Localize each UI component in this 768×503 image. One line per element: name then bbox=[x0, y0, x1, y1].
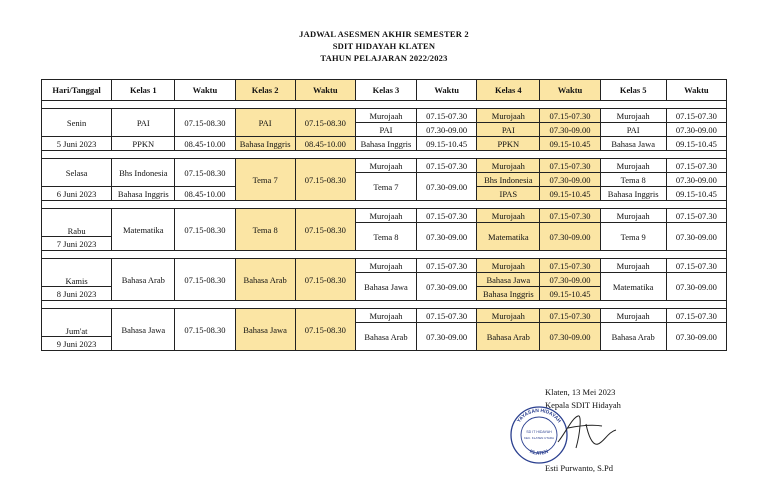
cell-kelas4: PPKN bbox=[477, 137, 540, 151]
spacer-row bbox=[42, 201, 727, 209]
cell-kelas4: Bahasa Jawa bbox=[477, 273, 540, 287]
day-name: Jum'at bbox=[42, 309, 112, 337]
header-row bbox=[42, 80, 727, 101]
cell-kelas5: Murojaah bbox=[600, 209, 666, 223]
cell-kelas3: Bahasa Jawa bbox=[355, 273, 416, 301]
col-header-kelas-5: Kelas 5 bbox=[600, 80, 666, 101]
cell-kelas1: Bhs Indonesia bbox=[112, 159, 175, 187]
cell-waktu4: 07.30-09.00 bbox=[540, 223, 600, 251]
cell-kelas4: Matematika bbox=[477, 223, 540, 251]
cell-waktu1: 07.15-08.30 bbox=[175, 309, 235, 351]
col-header-waktu-3: Waktu bbox=[417, 80, 477, 101]
cell-waktu5: 07.15-07.30 bbox=[666, 109, 726, 123]
table-row bbox=[42, 159, 727, 173]
stamp-bottom-text: KLATEN bbox=[528, 448, 550, 457]
cell-kelas3: Tema 8 bbox=[355, 223, 416, 251]
cell-waktu2: 07.15-08.30 bbox=[295, 259, 355, 301]
cell-kelas1: Bahasa Jawa bbox=[112, 309, 175, 351]
cell-waktu4: 07.15-07.30 bbox=[540, 259, 600, 273]
cell-kelas5: Tema 9 bbox=[600, 223, 666, 251]
col-header-kelas-2: Kelas 2 bbox=[235, 80, 295, 101]
cell-kelas2: PAI bbox=[235, 109, 295, 137]
cell-waktu2: 08.45-10.00 bbox=[295, 137, 355, 151]
cell-kelas5: PAI bbox=[600, 123, 666, 137]
stamp-outer-text: YAYASAN HIDAYAH bbox=[516, 407, 562, 425]
cell-kelas3: Murojaah bbox=[355, 309, 416, 323]
doc-title-line-2: SDIT HIDAYAH KLATEN bbox=[332, 41, 436, 51]
cell-kelas1: Matematika bbox=[112, 209, 175, 251]
cell-kelas1: Bahasa Inggris bbox=[112, 187, 175, 201]
cell-waktu1: 08.45-10.00 bbox=[175, 187, 235, 201]
cell-waktu3: 07.15-07.30 bbox=[417, 259, 477, 273]
cell-kelas3: Bahasa Arab bbox=[355, 323, 416, 351]
cell-kelas2: Bahasa Arab bbox=[235, 259, 295, 301]
cell-waktu5: 07.15-07.30 bbox=[666, 159, 726, 173]
stamp-inner-line-1: SD IT HIDAYAH bbox=[526, 430, 552, 434]
cell-waktu5: 09.15-10.45 bbox=[666, 187, 726, 201]
cell-waktu2: 07.15-08.30 bbox=[295, 159, 355, 201]
cell-waktu3: 07.30-09.00 bbox=[417, 323, 477, 351]
cell-waktu1: 08.45-10.00 bbox=[175, 137, 235, 151]
cell-waktu5: 07.30-09.00 bbox=[666, 223, 726, 251]
table-row bbox=[42, 209, 727, 223]
day-name: Senin bbox=[42, 109, 112, 137]
cell-kelas5: Murojaah bbox=[600, 109, 666, 123]
cell-kelas5: Murojaah bbox=[600, 259, 666, 273]
cell-waktu1: 07.15-08.30 bbox=[175, 109, 235, 137]
cell-kelas3: Bahasa Inggris bbox=[355, 137, 416, 151]
cell-kelas2: Bahasa Jawa bbox=[235, 309, 295, 351]
cell-kelas2: Bahasa Inggris bbox=[235, 137, 295, 151]
cell-kelas5: Murojaah bbox=[600, 309, 666, 323]
cell-kelas5: Matematika bbox=[600, 273, 666, 301]
table-row bbox=[42, 109, 727, 123]
cell-kelas3: Murojaah bbox=[355, 109, 416, 123]
cell-waktu4: 07.30-09.00 bbox=[540, 273, 600, 287]
schedule-table bbox=[41, 79, 727, 351]
cell-waktu4: 07.30-09.00 bbox=[540, 173, 600, 187]
cell-kelas4: Murojaah bbox=[477, 259, 540, 273]
cell-waktu5: 09.15-10.45 bbox=[666, 137, 726, 151]
cell-kelas4: Murojaah bbox=[477, 159, 540, 173]
cell-waktu3: 07.15-07.30 bbox=[417, 309, 477, 323]
cell-kelas5: Tema 8 bbox=[600, 173, 666, 187]
signature-name: Esti Purwanto, S.Pd bbox=[545, 463, 614, 473]
cell-kelas4: Bahasa Inggris bbox=[477, 287, 540, 301]
cell-waktu3: 07.15-07.30 bbox=[417, 109, 477, 123]
cell-waktu5: 07.15-07.30 bbox=[666, 209, 726, 223]
cell-kelas4: IPAS bbox=[477, 187, 540, 201]
cell-waktu4: 07.30-09.00 bbox=[540, 323, 600, 351]
cell-kelas4: Bahasa Arab bbox=[477, 323, 540, 351]
cell-waktu3: 07.15-07.30 bbox=[417, 159, 477, 173]
cell-kelas4: PAI bbox=[477, 123, 540, 137]
day-name: Kamis bbox=[42, 259, 112, 287]
cell-kelas1: Bahasa Arab bbox=[112, 259, 175, 301]
cell-waktu4: 07.30-09.00 bbox=[540, 123, 600, 137]
col-header-kelas-1: Kelas 1 bbox=[112, 80, 175, 101]
cell-waktu5: 07.30-09.00 bbox=[666, 123, 726, 137]
col-header-waktu-1: Waktu bbox=[175, 80, 235, 101]
cell-waktu3: 07.30-09.00 bbox=[417, 273, 477, 301]
cell-waktu3: 07.30-09.00 bbox=[417, 223, 477, 251]
cell-waktu5: 07.15-07.30 bbox=[666, 309, 726, 323]
col-header-kelas-3: Kelas 3 bbox=[355, 80, 416, 101]
cell-waktu1: 07.15-08.30 bbox=[175, 259, 235, 301]
cell-waktu4: 07.15-07.30 bbox=[540, 209, 600, 223]
cell-waktu3: 07.30-09.00 bbox=[417, 173, 477, 201]
cell-kelas4: Murojaah bbox=[477, 209, 540, 223]
cell-waktu3: 07.30-09.00 bbox=[417, 123, 477, 137]
cell-kelas5: Bahasa Inggris bbox=[600, 187, 666, 201]
svg-text:KLATEN bbox=[529, 449, 550, 457]
cell-kelas4: Murojaah bbox=[477, 109, 540, 123]
day-date: 7 Juni 2023 bbox=[42, 237, 112, 251]
cell-waktu5: 07.30-09.00 bbox=[666, 273, 726, 301]
doc-title-line-1: JADWAL ASESMEN AKHIR SEMESTER 2 bbox=[299, 29, 469, 39]
svg-text:YAYASAN HIDAYAH bbox=[516, 408, 562, 424]
col-header-waktu-4: Waktu bbox=[540, 80, 600, 101]
cell-waktu5: 07.30-09.00 bbox=[666, 323, 726, 351]
col-header-day: Hari/Tanggal bbox=[42, 80, 112, 101]
cell-kelas1: PAI bbox=[112, 109, 175, 137]
cell-kelas5: Murojaah bbox=[600, 159, 666, 173]
cell-waktu1: 07.15-08.30 bbox=[175, 209, 235, 251]
cell-kelas3: Murojaah bbox=[355, 209, 416, 223]
cell-waktu4: 07.15-07.30 bbox=[540, 309, 600, 323]
cell-waktu4: 07.15-07.30 bbox=[540, 109, 600, 123]
day-name: Selasa bbox=[42, 159, 112, 187]
cell-waktu4: 09.15-10.45 bbox=[540, 137, 600, 151]
cell-kelas3: Murojaah bbox=[355, 159, 416, 173]
table-row bbox=[42, 259, 727, 273]
cell-waktu5: 07.15-07.30 bbox=[666, 259, 726, 273]
cell-kelas4: Murojaah bbox=[477, 309, 540, 323]
school-stamp-icon bbox=[508, 404, 626, 466]
cell-waktu3: 07.15-07.30 bbox=[417, 209, 477, 223]
signature-position: Kepala SDIT Hidayah bbox=[545, 400, 621, 410]
spacer-row bbox=[42, 251, 727, 259]
col-header-kelas-4: Kelas 4 bbox=[477, 80, 540, 101]
table-row bbox=[42, 137, 727, 151]
spacer-row bbox=[42, 301, 727, 309]
day-date: 6 Juni 2023 bbox=[42, 187, 112, 201]
cell-kelas2: Tema 8 bbox=[235, 209, 295, 251]
cell-kelas3: PAI bbox=[355, 123, 416, 137]
cell-kelas1: PPKN bbox=[112, 137, 175, 151]
signature-place-date: Klaten, 13 Mei 2023 bbox=[545, 387, 616, 397]
table-row bbox=[42, 309, 727, 323]
cell-kelas5: Bahasa Jawa bbox=[600, 137, 666, 151]
cell-kelas3: Tema 7 bbox=[355, 173, 416, 201]
cell-kelas3: Murojaah bbox=[355, 259, 416, 273]
cell-waktu2: 07.15-08.30 bbox=[295, 309, 355, 351]
cell-waktu3: 09.15-10.45 bbox=[417, 137, 477, 151]
spacer-row bbox=[42, 151, 727, 159]
col-header-waktu-5: Waktu bbox=[666, 80, 726, 101]
doc-title-line-3: TAHUN PELAJARAN 2022/2023 bbox=[320, 53, 448, 63]
cell-kelas5: Bahasa Arab bbox=[600, 323, 666, 351]
cell-waktu4: 07.15-07.30 bbox=[540, 159, 600, 173]
cell-waktu4: 09.15-10.45 bbox=[540, 187, 600, 201]
stamp-inner-line-2: KEC. KLATEN UTARA bbox=[523, 436, 555, 440]
cell-waktu5: 07.30-09.00 bbox=[666, 173, 726, 187]
day-name: Rabu bbox=[42, 209, 112, 237]
col-header-waktu-2: Waktu bbox=[295, 80, 355, 101]
cell-waktu2: 07.15-08.30 bbox=[295, 109, 355, 137]
cell-waktu2: 07.15-08.30 bbox=[295, 209, 355, 251]
day-date: 8 Juni 2023 bbox=[42, 287, 112, 301]
cell-kelas4: Bhs Indonesia bbox=[477, 173, 540, 187]
cell-waktu1: 07.15-08.30 bbox=[175, 159, 235, 187]
spacer-row bbox=[42, 101, 727, 109]
cell-kelas2: Tema 7 bbox=[235, 159, 295, 201]
cell-waktu4: 09.15-10.45 bbox=[540, 287, 600, 301]
day-date: 9 Juni 2023 bbox=[42, 337, 112, 351]
day-date: 5 Juni 2023 bbox=[42, 137, 112, 151]
